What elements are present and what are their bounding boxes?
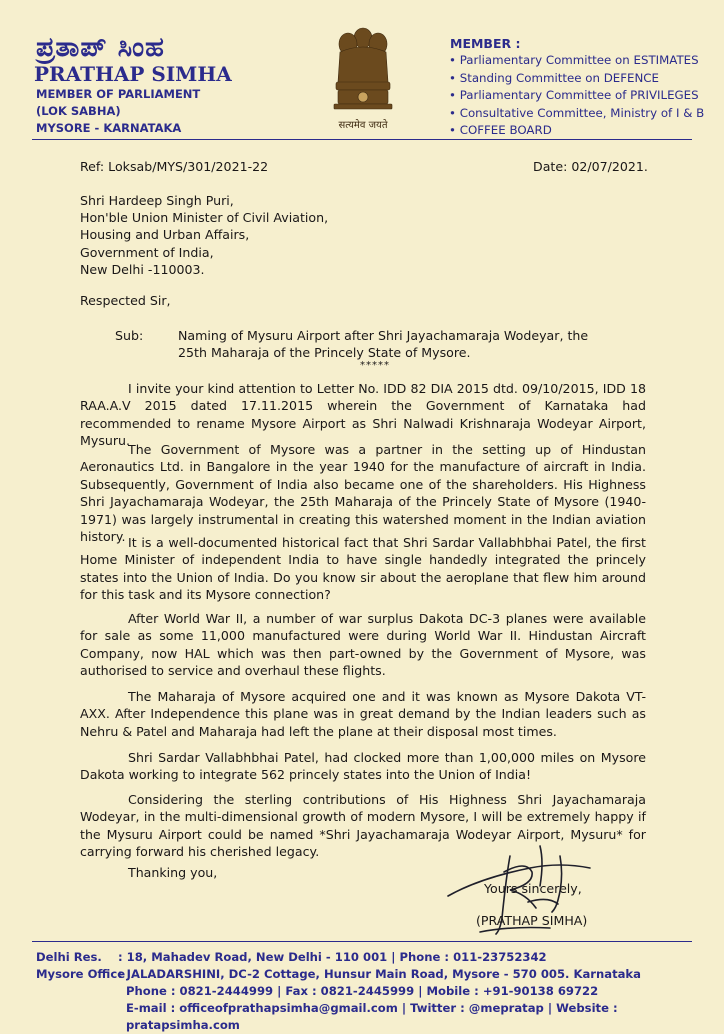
salutation: Respected Sir, [80,293,171,308]
header-divider [32,139,692,140]
member-heading: MEMBER : [450,36,521,51]
subject-separator: ***** [360,360,390,371]
paragraph: After World War II, a number of war surplus Dakota DC-3 planes were available for sale as some 11,000 manufactured were during World War II. Hindustan Aircraft Company, now HAL which was then part-owned by the Government of Mysore, was authorised to service and overhaul these flights. [80,611,646,679]
sign-off: Yours sincerely, [484,881,582,896]
membership-list [449,52,704,140]
membership-item: • Consultative Committee, Ministry of I & B [449,105,704,123]
letter-date: Date: 02/07/2021. [533,159,648,174]
address-line: Hon'ble Union Minister of Civil Aviation, [80,210,329,226]
membership-item: • COFFEE BOARD [449,122,704,140]
paragraph: The Government of Mysore was a partner in the setting up of Hindustan Aeronautics Ltd. in Bangalore in the year 1940 for the manufacture of aircraft in India. Subsequently, Government of India also became one of the shareholders. His Highness Shri Jayachamaraja Wodeyar, the 25th Maharaja of the Princely State of Mysore (1940-1971) was largely instrumental in creating this watershed moment in the Indian aviation history. [80,442,646,545]
kannada-name: ಪ್ರತಾಪ್ ಸಿಂಹ [36,32,165,63]
emblem-motto: सत्यमेव जयते [338,120,388,131]
signatory-name: (PRATHAP SIMHA) [476,913,588,928]
closing: Thanking you, [128,865,218,880]
footer-delhi-label: Delhi Res. [36,950,102,964]
mp-name: PRATHAP SIMHA [34,62,232,86]
paragraph: I invite your kind attention to Letter No. IDD 82 DIA 2015 dtd. 09/10/2015, IDD 18 RAA.A.V 2015 dated 17.11.2015 wherein the Government of Karnataka had recommended to rename Mysore Airport as Shri Nalwadi Krishnaraja Wodeyar Airport, Mysuru. [80,381,646,449]
membership-item: • Parliamentary Committee of PRIVILEGES [449,87,704,105]
subject-line: Naming of Mysuru Airport after Shri Jayachamaraja Wodeyar, the [178,328,589,343]
membership-item: • Standing Committee on DEFENCE [449,70,704,88]
address-line: Government of India, [80,244,214,260]
paragraph: The Maharaja of Mysore acquired one and it was known as Mysore Dakota VT-AXX. After Independence this plane was in great demand by the Indian leaders such as Nehru & Patel and Maharaja had left the plane at their disposal most times. [80,689,646,739]
paragraph: Shri Sardar Vallabhbhai Patel, had clocked more than 1,00,000 miles on Mysore Dakota working to integrate 562 princely states into the Union of India! [80,750,646,783]
paragraph: It is a well-documented historical fact that Shri Sardar Vallabhbhai Patel, the first Home Minister of independent India to have single handedly integrated the princely states into the Union of India. Do you know sir about the aeroplane that flew him around for this task and its Mysore connection? [80,535,646,603]
footer-divider [32,941,692,942]
address-line: Shri Hardeep Singh Puri, [80,193,234,208]
recipient-address [80,192,328,278]
paragraph: Considering the sterling contributions of His Highness Shri Jayachamaraja Wodeyar, in the multi-dimensional growth of modern Mysore, I will be extremely happy if the Mysuru Airport could be named *Shri Jayachamaraja Wodeyar Airport, Mysuru* for carrying forward his cherished legacy. [80,792,646,860]
footer-mysore-label: Mysore Office [36,967,126,981]
footer-phones: Phone : 0821-2444999 | Fax : 0821-2445999 | Mobile : +91-90138 69722 [126,984,599,998]
footer-contacts: E-mail : officeofprathapsimha@gmail.com | Twitter : @mepratap | Website : pratapsimha.com [126,1001,618,1032]
national-emblem-icon [328,22,398,134]
mp-house: (LOK SABHA) [36,104,121,118]
membership-item: • Parliamentary Committee on ESTIMATES [449,52,704,70]
reference-number: Ref: Loksab/MYS/301/2021-22 [80,159,269,174]
footer-mysore-address: : JALADARSHINI, DC-2 Cottage, Hunsur Main Road, Mysore - 570 005. Karnataka [118,967,641,981]
subject-label: Sub: [115,328,144,343]
footer-delhi-address: : 18, Mahadev Road, New Delhi - 110 001 | Phone : 011-23752342 [118,950,547,964]
mp-designation: MEMBER OF PARLIAMENT [36,87,201,101]
mp-constituency: MYSORE - KARNATAKA [36,121,182,135]
address-line: New Delhi -110003. [80,261,205,277]
subject-line: 25th Maharaja of the Princely State of Mysore. [178,345,471,361]
address-line: Housing and Urban Affairs, [80,227,250,243]
